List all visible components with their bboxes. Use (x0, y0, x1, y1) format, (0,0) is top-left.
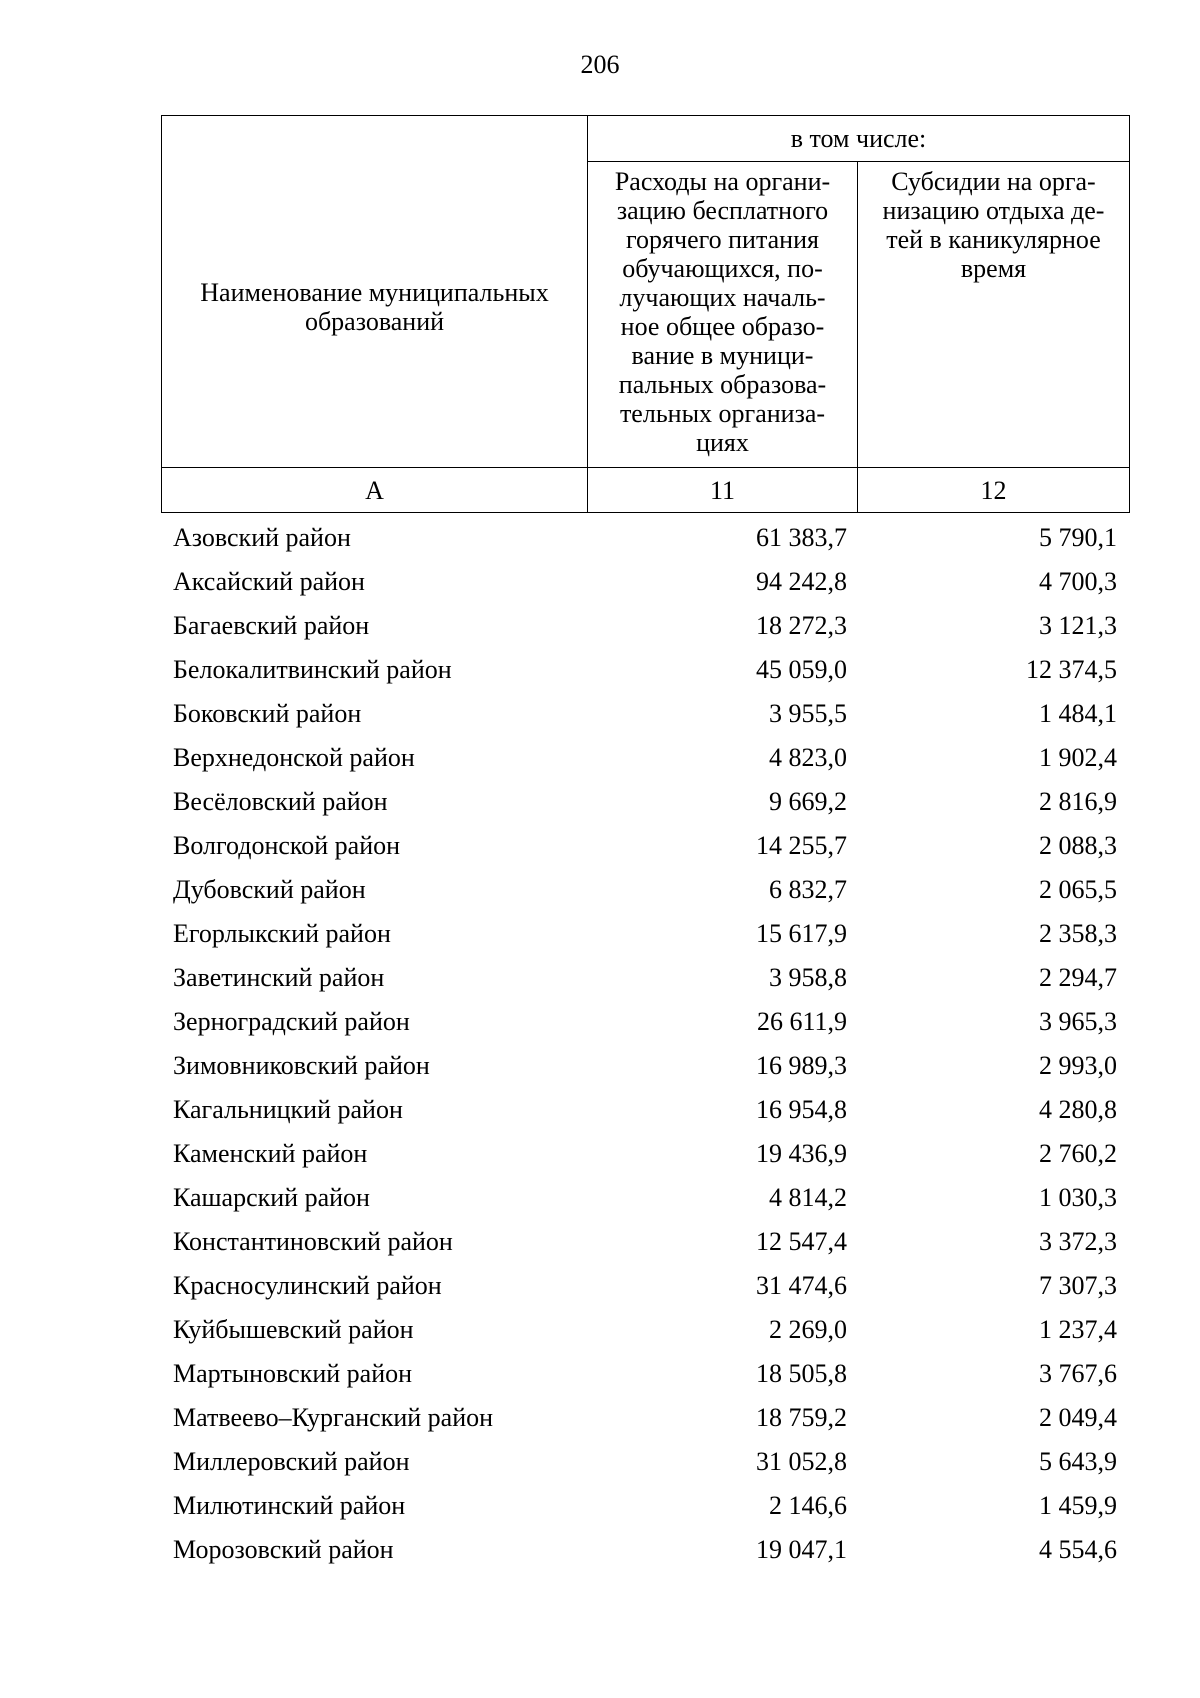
value-col-12: 2 816,9 (1039, 787, 1117, 816)
municipality-name: Константиновский район (173, 1227, 453, 1256)
header-col-11-title: Расходы на органи- зацию бесплатного горячего питания обучающихся, по- лучающих началь- ное общее образо- вание в муници- пальных образова- тельных организа- циях (588, 162, 858, 468)
municipality-name: Весёловский район (173, 787, 388, 816)
value-col-12: 12 374,5 (1026, 655, 1117, 684)
table-row (161, 1352, 1129, 1396)
table-row (161, 1132, 1129, 1176)
municipality-name: Миллеровский район (173, 1447, 410, 1476)
value-col-12: 4 280,8 (1039, 1095, 1117, 1124)
value-col-12: 1 484,1 (1039, 699, 1117, 728)
value-col-11: 3 955,5 (769, 699, 847, 728)
table-row (161, 912, 1129, 956)
value-col-11: 15 617,9 (756, 919, 847, 948)
municipality-name: Матвеево–Курганский район (173, 1403, 494, 1432)
value-col-11: 2 269,0 (769, 1315, 847, 1344)
value-col-11: 16 954,8 (756, 1095, 847, 1124)
value-col-12: 3 372,3 (1039, 1227, 1117, 1256)
table-row (161, 824, 1129, 868)
value-col-11: 4 814,2 (769, 1183, 847, 1212)
value-col-11: 19 047,1 (756, 1535, 847, 1564)
value-col-12: 3 965,3 (1039, 1007, 1117, 1036)
header-municipality-name: Наименование муниципальных образований (162, 116, 588, 468)
value-col-11: 12 547,4 (756, 1227, 847, 1256)
municipality-name: Заветинский район (173, 963, 385, 992)
table-row (161, 1088, 1129, 1132)
table-row (161, 648, 1129, 692)
value-col-11: 18 505,8 (756, 1359, 847, 1388)
table-body (161, 516, 1129, 1572)
municipality-name: Егорлыкский район (173, 919, 391, 948)
municipality-name: Красносулинский район (173, 1271, 442, 1300)
municipality-name: Зерноградский район (173, 1007, 410, 1036)
table-row (161, 1396, 1129, 1440)
value-col-12: 1 030,3 (1039, 1183, 1117, 1212)
municipality-name: Кагальницкий район (173, 1095, 403, 1124)
value-col-12: 2 294,7 (1039, 963, 1117, 992)
table-row (161, 1308, 1129, 1352)
value-col-11: 16 989,3 (756, 1051, 847, 1080)
municipality-name: Верхнедонской район (173, 743, 415, 772)
table-row (161, 1440, 1129, 1484)
value-col-12: 2 065,5 (1039, 875, 1117, 904)
value-col-12: 5 790,1 (1039, 523, 1117, 552)
value-col-11: 31 052,8 (756, 1447, 847, 1476)
municipality-name: Зимовниковский район (173, 1051, 430, 1080)
value-col-11: 3 958,8 (769, 963, 847, 992)
value-col-11: 45 059,0 (756, 655, 847, 684)
value-col-11: 9 669,2 (769, 787, 847, 816)
municipality-name: Багаевский район (173, 611, 370, 640)
value-col-12: 4 700,3 (1039, 567, 1117, 596)
value-col-12: 1 237,4 (1039, 1315, 1117, 1344)
table-row (161, 1220, 1129, 1264)
value-col-12: 7 307,3 (1039, 1271, 1117, 1300)
value-col-12: 2 049,4 (1039, 1403, 1117, 1432)
table-row (161, 516, 1129, 560)
municipality-name: Дубовский район (173, 875, 366, 904)
municipality-name: Белокалитвинский район (173, 655, 452, 684)
value-col-11: 18 759,2 (756, 1403, 847, 1432)
value-col-11: 61 383,7 (756, 523, 847, 552)
header-col-12-title: Субсидии на орга- низацию отдыха де- тей в каникулярное время (858, 162, 1130, 468)
table-row (161, 1176, 1129, 1220)
value-col-12: 2 760,2 (1039, 1139, 1117, 1168)
municipality-name: Аксайский район (173, 567, 365, 596)
value-col-11: 31 474,6 (756, 1271, 847, 1300)
value-col-12: 3 767,6 (1039, 1359, 1117, 1388)
municipality-name: Морозовский район (173, 1535, 394, 1564)
value-col-11: 18 272,3 (756, 611, 847, 640)
value-col-11: 19 436,9 (756, 1139, 847, 1168)
municipality-name: Азовский район (173, 523, 351, 552)
value-col-12: 1 902,4 (1039, 743, 1117, 772)
value-col-12: 1 459,9 (1039, 1491, 1117, 1520)
municipality-name: Мартыновский район (173, 1359, 413, 1388)
table-row (161, 1484, 1129, 1528)
municipality-name: Кашарский район (173, 1183, 370, 1212)
value-col-12: 3 121,3 (1039, 611, 1117, 640)
page-number: 206 (580, 50, 620, 79)
table-row (161, 1044, 1129, 1088)
value-col-12: 4 554,6 (1039, 1535, 1117, 1564)
municipality-name: Каменский район (173, 1139, 368, 1168)
value-col-12: 5 643,9 (1039, 1447, 1117, 1476)
table-row (161, 868, 1129, 912)
value-col-11: 4 823,0 (769, 743, 847, 772)
value-col-11: 14 255,7 (756, 831, 847, 860)
table-row (161, 736, 1129, 780)
table-row (161, 780, 1129, 824)
table-row (161, 1000, 1129, 1044)
value-col-11: 94 242,8 (756, 567, 847, 596)
municipality-name: Милютинский район (173, 1491, 406, 1520)
header-col-11-number: 11 (588, 468, 858, 513)
value-col-11: 26 611,9 (756, 1007, 847, 1036)
table-row (161, 604, 1129, 648)
municipality-name: Боковский район (173, 699, 362, 728)
table-row (161, 1528, 1129, 1572)
table-header (161, 115, 1130, 513)
value-col-12: 2 088,3 (1039, 831, 1117, 860)
value-col-12: 2 993,0 (1039, 1051, 1117, 1080)
value-col-12: 2 358,3 (1039, 919, 1117, 948)
table-row (161, 692, 1129, 736)
municipality-name: Куйбышевский район (173, 1315, 414, 1344)
table-row (161, 956, 1129, 1000)
header-including-group: в том числе: (588, 116, 1130, 162)
header-col-a-number: А (162, 468, 588, 513)
table-row (161, 1264, 1129, 1308)
value-col-11: 6 832,7 (769, 875, 847, 904)
value-col-11: 2 146,6 (769, 1491, 847, 1520)
municipality-name: Волгодонской район (173, 831, 401, 860)
header-col-12-number: 12 (858, 468, 1130, 513)
table-row (161, 560, 1129, 604)
